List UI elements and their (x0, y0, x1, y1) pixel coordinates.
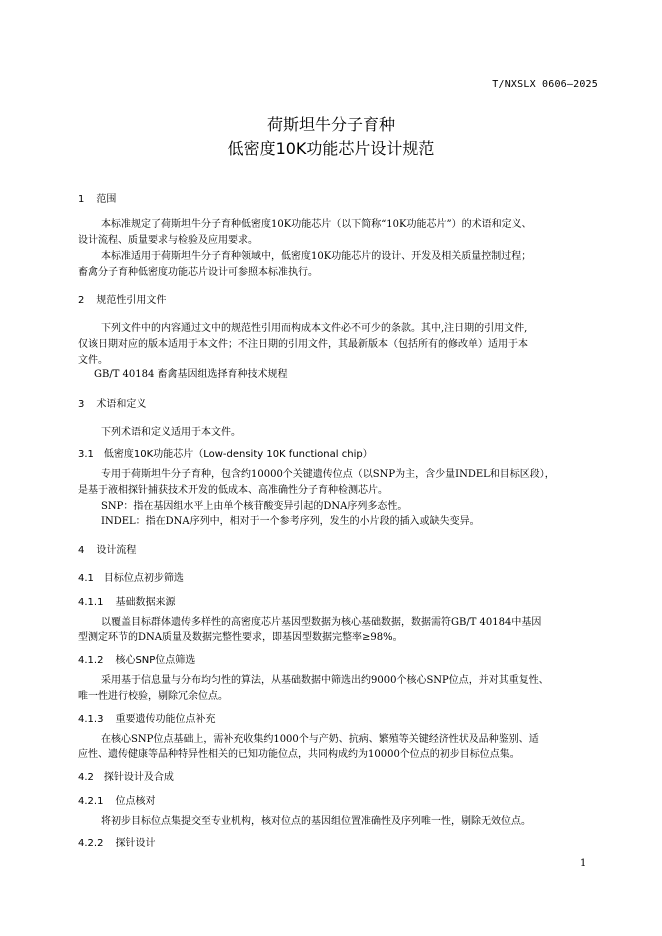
section-title: 低密度10K功能芯片（Low-density 10K functional chip） (103, 449, 373, 460)
section-number: 4.1 (78, 573, 94, 584)
section-title: 探针设计 (115, 838, 156, 849)
paragraph-line: 以覆盖目标群体遗传多样性的高密度芯片基因型数据为核心基础数据，数据需符GB/T 40184中基因 (101, 617, 542, 628)
paragraph-line: 下列文件中的内容通过文中的规范性引用而构成本文件必不可少的条款。其中,注日期的引用文件, (101, 323, 528, 334)
section-number: 4 (78, 545, 85, 556)
section-title: 探针设计及合成 (103, 772, 174, 783)
section-heading (78, 295, 166, 307)
section-number: 4.2.2 (78, 838, 104, 849)
paragraph-line: SNP：指在基因组水平上由单个核苷酸变异引起的DNA序列多态性。 (101, 501, 408, 512)
paragraph-line: 采用基于信息量与分布均匀性的算法，从基础数据中筛选出约9000个核心SNP位点，并对其重复性、 (101, 675, 549, 686)
title-line-1: 荷斯坦牛分子育种 (266, 115, 395, 134)
section-title: 设计流程 (96, 545, 137, 556)
paragraph-line: 唯一性进行校验，剔除冗余位点。 (78, 691, 228, 702)
reference-item: GB/T 40184 畜禽基因组选择育种技术规程 (94, 369, 288, 380)
section-number: 4.1.3 (78, 714, 104, 725)
section-number: 1 (78, 194, 85, 205)
subsection-heading (78, 796, 155, 808)
section-title: 基础数据来源 (115, 597, 176, 608)
paragraph-line: 本标准规定了荷斯坦牛分子育种低密度10K功能芯片（以下简称“10K功能芯片”）的术语和定义、 (101, 219, 532, 230)
section-number: 3 (78, 399, 85, 410)
section-title: 范围 (96, 194, 117, 205)
section-heading (78, 545, 136, 557)
subsection-heading (78, 772, 174, 784)
section-number: 2 (78, 295, 85, 306)
section-heading (78, 194, 116, 206)
paragraph-line: 将初步目标位点集提交至专业机构，核对位点的基因组位置准确性及序列唯一性，剔除无效位点。 (101, 816, 531, 827)
paragraph-line: 是基于液相探针捕获技术开发的低成本、高准确性分子育种检测芯片。 (78, 485, 388, 496)
section-number: 4.1.1 (78, 597, 104, 608)
paragraph-line: INDEL：指在DNA序列中，相对于一个参考序列，发生的小片段的插入或缺失变异。 (101, 516, 480, 527)
paragraph-line: 应性、遗传健康等品种特异性相关的已知功能位点，共同构成约为10000个位点的初步目标位点集。 (78, 749, 520, 760)
section-title: 目标位点初步筛选 (103, 573, 184, 584)
paragraph-line: 畜禽分子育种低密度功能芯片设计可参照本标准执行。 (78, 267, 318, 278)
subsection-heading (78, 449, 373, 461)
paragraph-line: 专用于荷斯坦牛分子育种，包含约10000个关键遗传位点（以SNP为主，含少量INDEL和目标区段）， (101, 469, 555, 480)
document-number: T/NXSLX 0606—2025 (492, 79, 598, 90)
paragraph-line: 在核心SNP位点基础上，需补充收集约1000个与产奶、抗病、繁殖等关键经济性状及品种鉴别、适 (101, 734, 539, 745)
title-line-2: 低密度10K功能芯片设计规范 (227, 139, 435, 158)
paragraph-line: 型测定环节的DNA质量及数据完整性要求，即基因型数据完整率≥98%。 (78, 632, 403, 643)
section-title: 位点核对 (115, 796, 156, 807)
paragraph-line: 仅该日期对应的版本适用于本文件；不注日期的引用文件，其最新版本（包括所有的修改单）适用于本 (78, 339, 528, 350)
section-title: 重要遗传功能位点补充 (115, 714, 216, 725)
section-title: 规范性引用文件 (96, 295, 167, 306)
section-title: 术语和定义 (96, 399, 147, 410)
paragraph-line: 文件。 (78, 355, 108, 366)
subsection-heading (78, 573, 184, 585)
section-number: 4.2.1 (78, 796, 104, 807)
paragraph-line: 本标准适用于荷斯坦牛分子育种领域中，低密度10K功能芯片的设计、开发及相关质量控制过程； (101, 251, 532, 262)
section-number: 4.1.2 (78, 655, 104, 666)
section-number: 3.1 (78, 449, 94, 460)
section-heading (78, 399, 146, 411)
paragraph-line: 下列术语和定义适用于本文件。 (101, 427, 241, 438)
subsection-heading (78, 838, 155, 850)
subsection-heading (78, 714, 215, 726)
section-title: 核心SNP位点筛选 (115, 655, 196, 666)
section-number: 4.2 (78, 772, 94, 783)
subsection-heading (78, 597, 175, 609)
paragraph-line: 设计流程、质量要求与检验及应用要求。 (78, 235, 258, 246)
subsection-heading (78, 655, 195, 667)
page-number: 1 (580, 858, 587, 869)
